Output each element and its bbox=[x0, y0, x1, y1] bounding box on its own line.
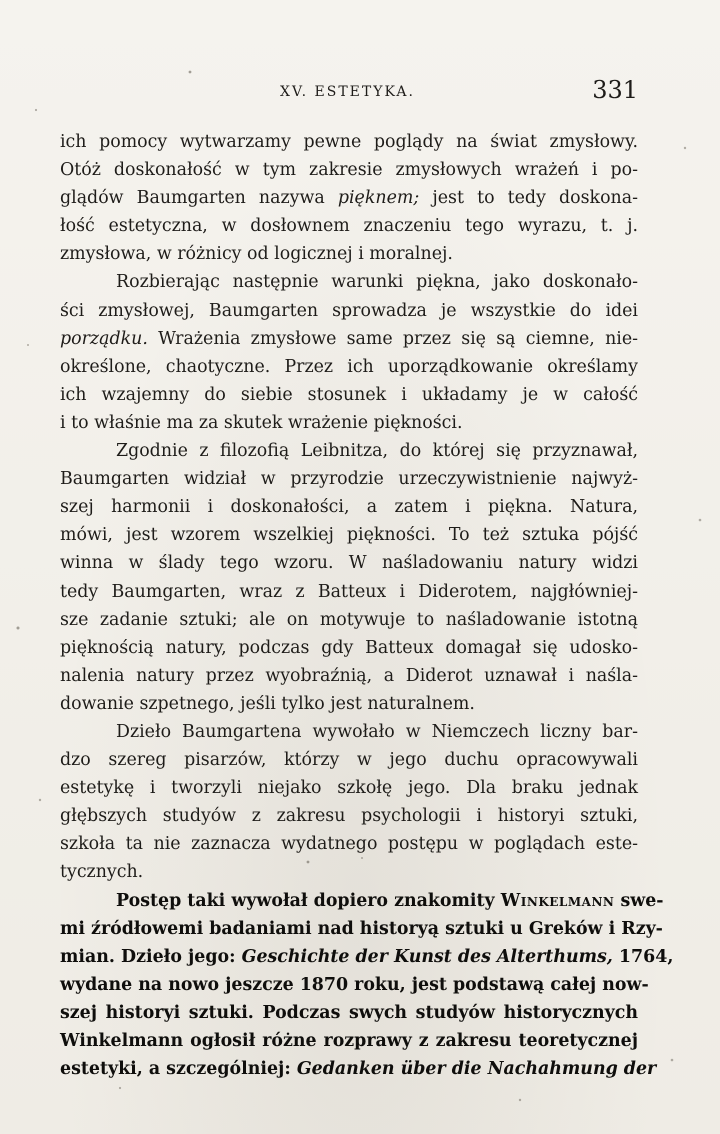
text-segment: tycznych. bbox=[60, 862, 144, 883]
text-segment: 1764, bbox=[612, 946, 674, 967]
text-line bbox=[60, 943, 674, 971]
text-segment: szej historyi sztuki. Podczas swych studyów historycznych bbox=[60, 1002, 638, 1023]
italic-text: porządku. bbox=[60, 328, 148, 349]
text-segment: nalenia natury przez wyobraźnią, a Diderot uznawał i naśla- bbox=[60, 665, 638, 686]
text-segment: winna w ślady tego wzoru. W naśladowaniu natury widzi bbox=[60, 553, 638, 574]
text-line bbox=[60, 830, 638, 858]
text-line bbox=[60, 184, 638, 212]
text-line bbox=[60, 268, 638, 296]
text-line bbox=[60, 1055, 657, 1083]
text-line bbox=[60, 381, 638, 409]
text-segment: mówi, jest wzorem wszelkiej piękności. To też sztuka pójść bbox=[60, 525, 638, 546]
text-segment: szkoła ta nie zaznacza wydatnego postępu w poglądach este- bbox=[60, 834, 638, 855]
text-segment: jest to tedy doskona- bbox=[419, 188, 638, 209]
text-segment: Winkelmann ogłosił różne rozprawy z zakresu teoretycznej bbox=[60, 1031, 638, 1051]
text-segment: estetyki, a szczególniej: bbox=[60, 1059, 297, 1080]
text-line bbox=[60, 297, 638, 325]
text-line bbox=[60, 493, 638, 521]
text-line bbox=[60, 774, 638, 802]
text-segment: dzo szereg pisarzów, którzy w jego duchu opracowywali bbox=[60, 750, 638, 771]
text-segment: mian. Dzieło jego: bbox=[60, 946, 242, 967]
text-segment: łość estetyczna, w dosłownem znaczeniu tego wyrazu, t. j. bbox=[60, 216, 638, 237]
text-line bbox=[60, 971, 649, 999]
text-segment: Dzieło Baumgartena wywołało w Niemczech liczny bar- bbox=[116, 721, 638, 742]
text-segment: szej harmonii i doskonałości, a zatem i piękna. Natura, bbox=[60, 497, 638, 518]
italic-text: pięknem; bbox=[337, 188, 420, 209]
text-line bbox=[60, 325, 638, 353]
text-segment: ich wzajemny do siebie stosunek i układamy je w całość bbox=[60, 384, 638, 405]
text-segment: Postęp taki wywołał dopiero znakomity bbox=[116, 890, 501, 911]
text-segment: wydane na nowo jeszcze 1870 roku, jest podstawą całej now- bbox=[60, 974, 649, 995]
text-segment: określone, chaotyczne. Przez ich uporządkowanie określamy bbox=[60, 356, 638, 377]
text-segment: Wrażenia zmysłowe same przez się są ciemne, nie- bbox=[147, 328, 638, 349]
italic-text: Gedanken über die Nachahmung der bbox=[296, 1059, 657, 1080]
text-line bbox=[60, 746, 638, 774]
text-line bbox=[60, 156, 638, 184]
text-segment: zmysłowa, w różnicy od logicznej i moralnej. bbox=[60, 244, 453, 265]
text-segment: dowanie szpetnego, jeśli tylko jest naturalnem. bbox=[60, 693, 475, 714]
text-segment: pięknością natury, podczas gdy Batteux domagał się udosko- bbox=[60, 637, 638, 658]
text-line bbox=[60, 212, 638, 240]
text-line bbox=[60, 915, 663, 943]
text-line bbox=[60, 662, 638, 690]
small-caps-name: Winkelmann bbox=[500, 890, 615, 911]
text-line bbox=[60, 718, 638, 746]
text-line bbox=[60, 999, 638, 1027]
text-segment: estetykę i tworzyli niejako szkołę jego. Dla braku jednak bbox=[60, 778, 638, 799]
text-segment: głębszych studyów z zakresu psychologii i historyi sztuki, bbox=[60, 806, 638, 827]
text-segment: ści zmysłowej, Baumgarten sprowadza je wszystkie do idei bbox=[60, 300, 638, 321]
text-segment: sze zadanie sztuki; ale on motywuje to naśladowanie istotną bbox=[60, 609, 638, 630]
page-header bbox=[60, 76, 638, 112]
text-segment: swe- bbox=[614, 890, 664, 911]
text-segment: Zgodnie z filozofią Leibnitza, do której się przyznawał, bbox=[116, 441, 638, 462]
text-line bbox=[60, 802, 638, 830]
text-line bbox=[60, 465, 638, 493]
text-line bbox=[60, 858, 638, 886]
body-text bbox=[60, 128, 674, 1083]
text-segment: Otóż doskonałość w tym zakresie zmysłowych wrażeń i po- bbox=[60, 160, 638, 181]
text-line bbox=[60, 240, 638, 268]
text-segment: i to właśnie ma za skutek wrażenie piękności. bbox=[60, 412, 463, 433]
text-line bbox=[60, 409, 638, 437]
text-line bbox=[60, 1027, 638, 1055]
text-segment: Rozbierając następnie warunki piękna, jako doskonało- bbox=[116, 272, 638, 293]
text-segment: ich pomocy wytwarzamy pewne poglądy na świat zmysłowy. bbox=[60, 132, 638, 152]
text-line bbox=[60, 353, 638, 381]
running-head: XV. ESTETYKA. bbox=[280, 84, 415, 100]
text-line bbox=[60, 578, 638, 606]
page-number: 331 bbox=[592, 76, 638, 104]
text-line bbox=[60, 549, 638, 577]
text-line bbox=[60, 690, 638, 718]
text-line bbox=[60, 437, 638, 465]
text-segment: glądów Baumgarten nazywa bbox=[60, 188, 338, 209]
text-line bbox=[60, 128, 638, 156]
text-segment: Baumgarten widział w przyrodzie urzeczywistnienie najwyż- bbox=[60, 469, 638, 490]
text-line bbox=[60, 521, 638, 549]
text-line bbox=[60, 606, 638, 634]
text-line bbox=[60, 887, 664, 915]
text-segment: mi źródłowemi badaniami nad historyą sztuki u Greków i Rzy- bbox=[60, 918, 663, 939]
italic-text: Geschichte der Kunst des Alterthums, bbox=[241, 946, 613, 967]
text-line bbox=[60, 634, 638, 662]
text-segment: tedy Baumgarten, wraz z Batteux i Diderotem, najgłówniej- bbox=[60, 581, 638, 602]
